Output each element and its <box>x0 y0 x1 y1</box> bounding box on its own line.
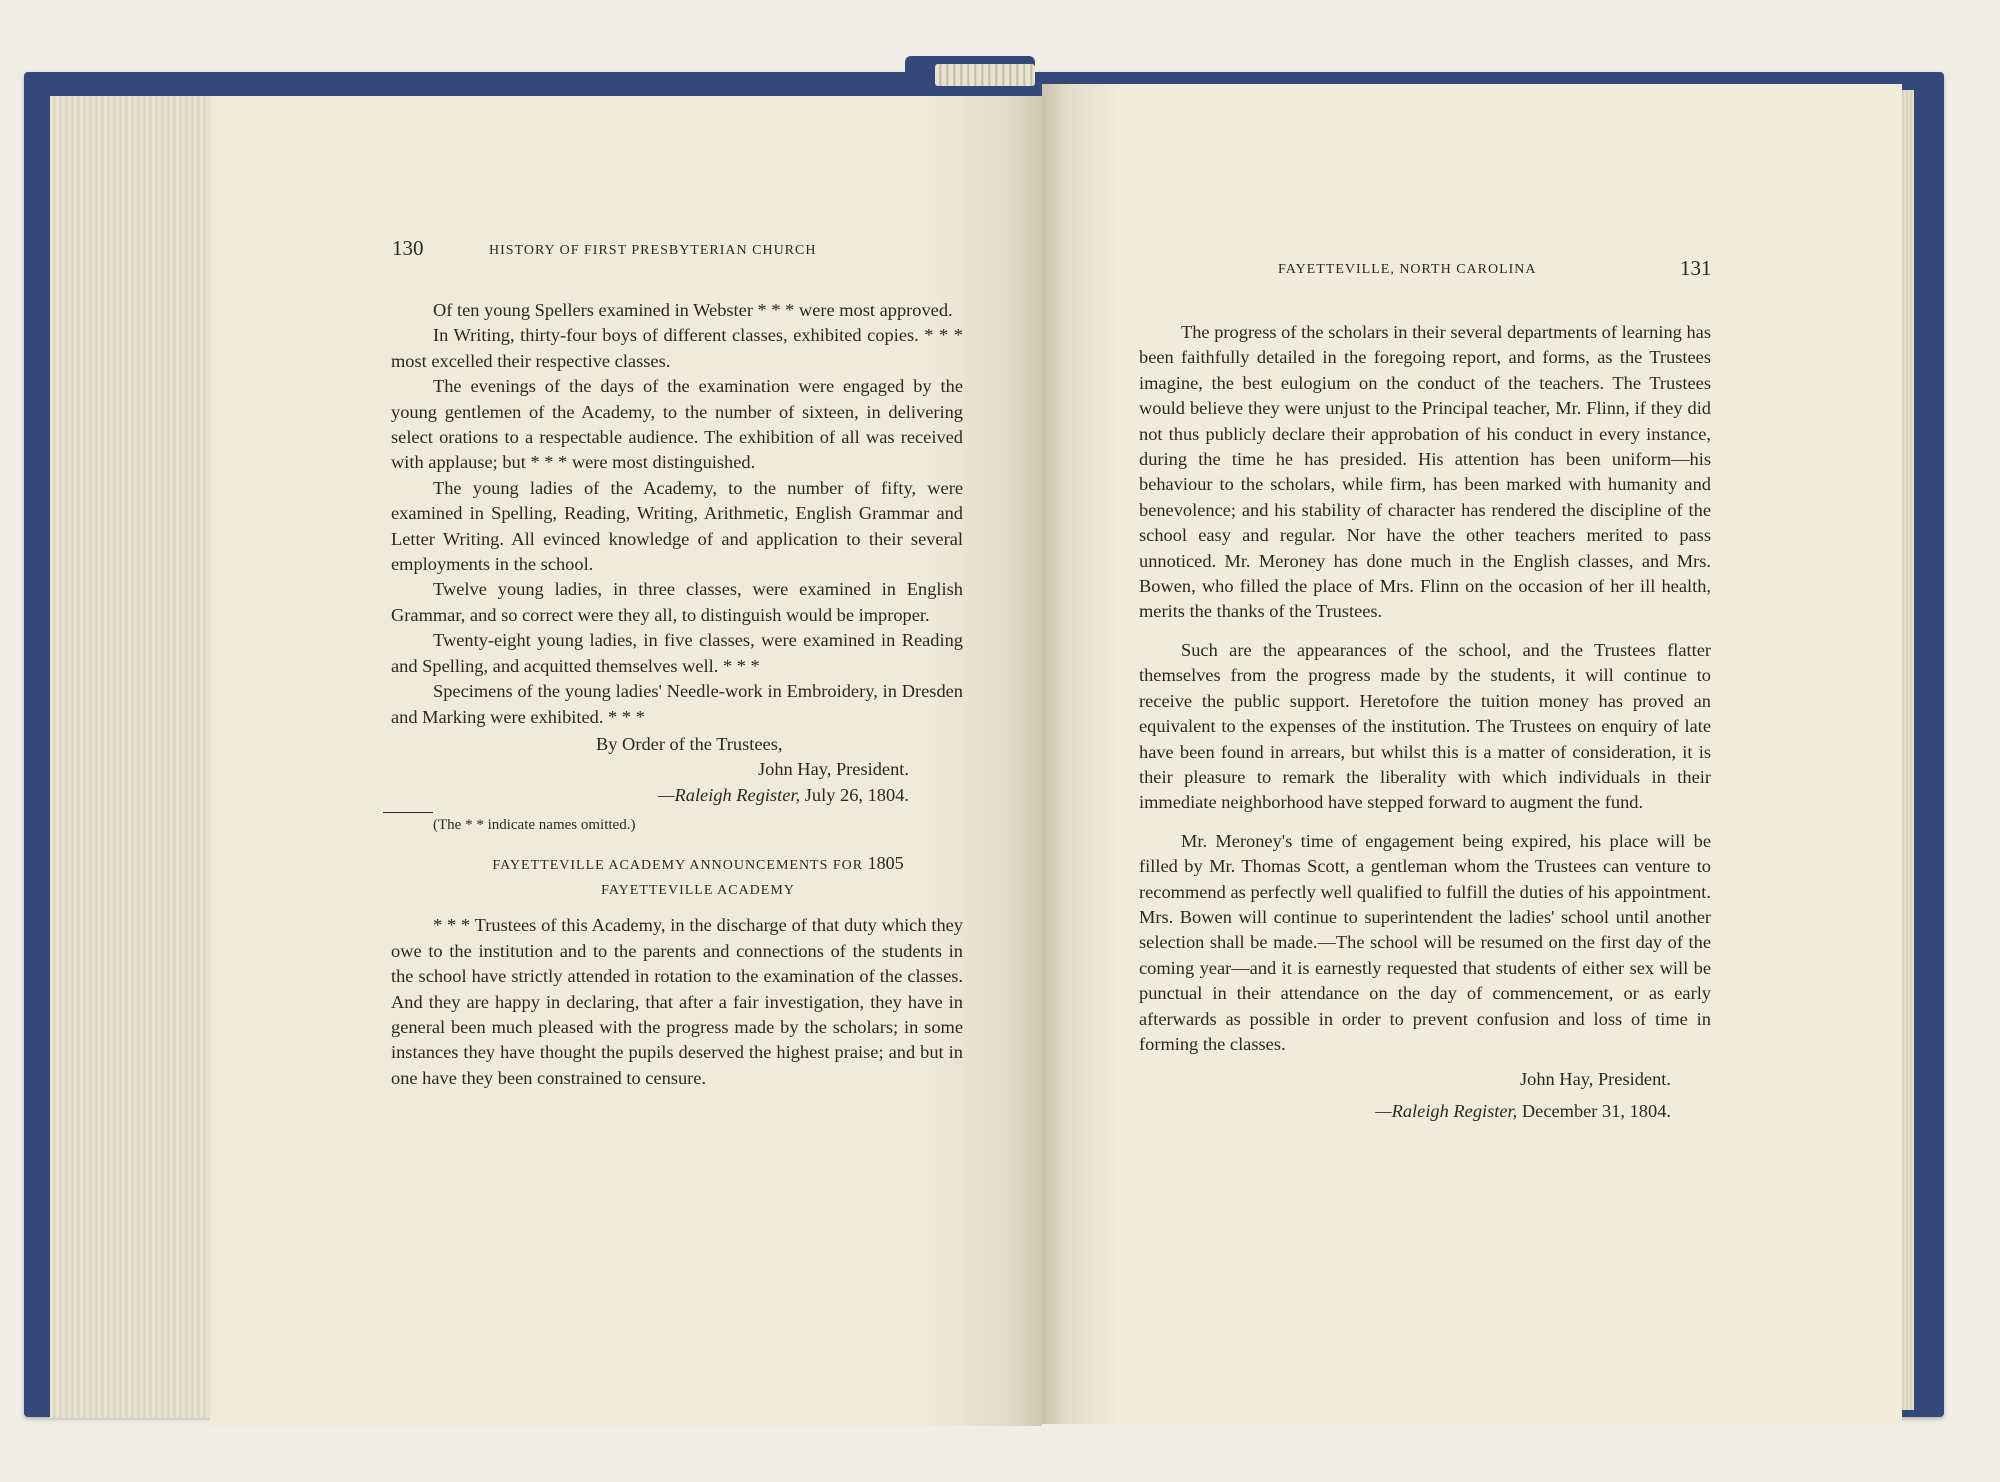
section-heading-year: 1805 <box>867 852 904 873</box>
spine-binding <box>935 64 1035 86</box>
left-paragraph-5: Twelve young ladies, in three classes, were examined in English Grammar, and so correct were they all, to distinguish would be improper. <box>391 579 963 625</box>
right-page-body <box>1139 320 1711 1124</box>
right-running-head: FAYETTEVILLE, NORTH CAROLINA <box>1278 262 1537 277</box>
signature-date: July 26, 1804. <box>804 784 909 805</box>
signature-source <box>391 783 963 808</box>
left-page-body <box>391 298 963 1091</box>
left-page-number: 130 <box>392 236 424 260</box>
page-stack-right <box>1900 90 1914 1410</box>
section-paragraph: * * * Trustees of this Academy, in the discharge of that duty which they owe to the institution and to the parents and connections of the students in the school have strictly attended in rotation to the examination of the classes. And they are happy in declaring, that after a fair investigation, they have in general been much pleased with the progress made by the scholars; in some instances they have thought the pupils deserved the highest praise; and but in one have they been constrained to censure. <box>391 915 963 1088</box>
section-heading-text: FAYETTEVILLE ACADEMY ANNOUNCEMENTS FOR <box>492 857 864 873</box>
left-paragraph-6: Twenty-eight young ladies, in five classes, were examined in Reading and Spelling, and acquitted themselves well. * * * <box>391 630 963 676</box>
right-newspaper-name: —Raleigh Register, <box>1375 1100 1518 1121</box>
right-page-number: 131 <box>1680 256 1712 280</box>
left-paragraph-4: The young ladies of the Academy, to the number of fifty, were examined in Spelling, Reading, Writing, Arithmetic, English Grammar and Letter Writing. All evinced knowledge of and application to their several employments in the school. <box>391 477 963 575</box>
right-signature-date: December 31, 1804. <box>1521 1100 1671 1121</box>
left-paragraph-2: In Writing, thirty-four boys of different classes, exhibited copies. * * * most excelled their respective classes. <box>391 325 963 371</box>
section-subheading: FAYETTEVILLE ACADEMY <box>601 882 795 898</box>
right-paragraph-2: Such are the appearances of the school, and the Trustees flatter themselves from the progress made by the students, it will continue to receive the public support. Heretofore the tuition money has proved an equivalent to the expenses of the institution. The Trustees on enquiry of late have been found in arrears, but whilst this is a matter of consideration, it is their pleasure to remark the liberality with which individuals in their immediate neighborhood have stepped forward to augment the fund. <box>1139 639 1711 813</box>
left-running-head: HISTORY OF FIRST PRESBYTERIAN CHURCH <box>489 243 817 258</box>
left-paragraph-1: Of ten young Spellers examined in Webster * * * were most approved. <box>433 300 953 320</box>
footnote: (The * * indicate names omitted.) <box>433 817 636 834</box>
page-stack-left <box>50 96 221 1418</box>
signature-order: By Order of the Trustees, <box>596 733 783 754</box>
signature-president: John Hay, President. <box>757 759 909 780</box>
section-heading <box>391 851 963 878</box>
newspaper-name: —Raleigh Register, <box>658 784 801 805</box>
left-paragraph-3: The evenings of the days of the examination were engaged by the young gentlemen of the Academy, to the number of sixteen, in delivering select orations to a respectable audience. The exhibition of all was received with applause; but * * * were most distinguished. <box>391 376 963 473</box>
right-signature-president: John Hay, President. <box>1519 1069 1671 1090</box>
right-paragraph-1: The progress of the scholars in their several departments of learning has been faithfully detailed in the foregoing report, and forms, as the Trustees imagine, the best eulogium on the conduct of the teachers. The Trustees would believe they were unjust to the Principal teacher, Mr. Flinn, if they did not thus publicly declare their approbation of his conduct in every instance, during the time he has presided. His attention has been uniform—his behaviour to the scholars, while firm, has been marked with humanity and benevolence; and his stability of character has rendered the discipline of the school easy and regular. Nor have the other teachers merited to pass unnoticed. Mr. Meroney has done much in the English classes, and Mrs. Bowen, who filled the place of Mrs. Flinn on the occasion of her ill health, merits the thanks of the Trustees. <box>1139 322 1711 622</box>
right-paragraph-3: Mr. Meroney's time of engagement being expired, his place will be filled by Mr. Thomas Scott, a gentleman whom the Trustees can venture to recommend as perfectly well qualified to fulfill the duties of his appointment. Mrs. Bowen will continue to superintendent the ladies' school until another selection shall be made.—The school will be resumed on the first day of the coming year—and it is earnestly requested that students of either sex will be punctual in their attendance on the day of commencement, or as early afterwards as possible in order to prevent confusion and loss of time in forming the classes. <box>1139 830 1711 1054</box>
right-signature-source <box>1139 1099 1711 1124</box>
left-paragraph-7: Specimens of the young ladies' Needle-work in Embroidery, in Dresden and Marking were exhibited. * * * <box>391 681 963 727</box>
